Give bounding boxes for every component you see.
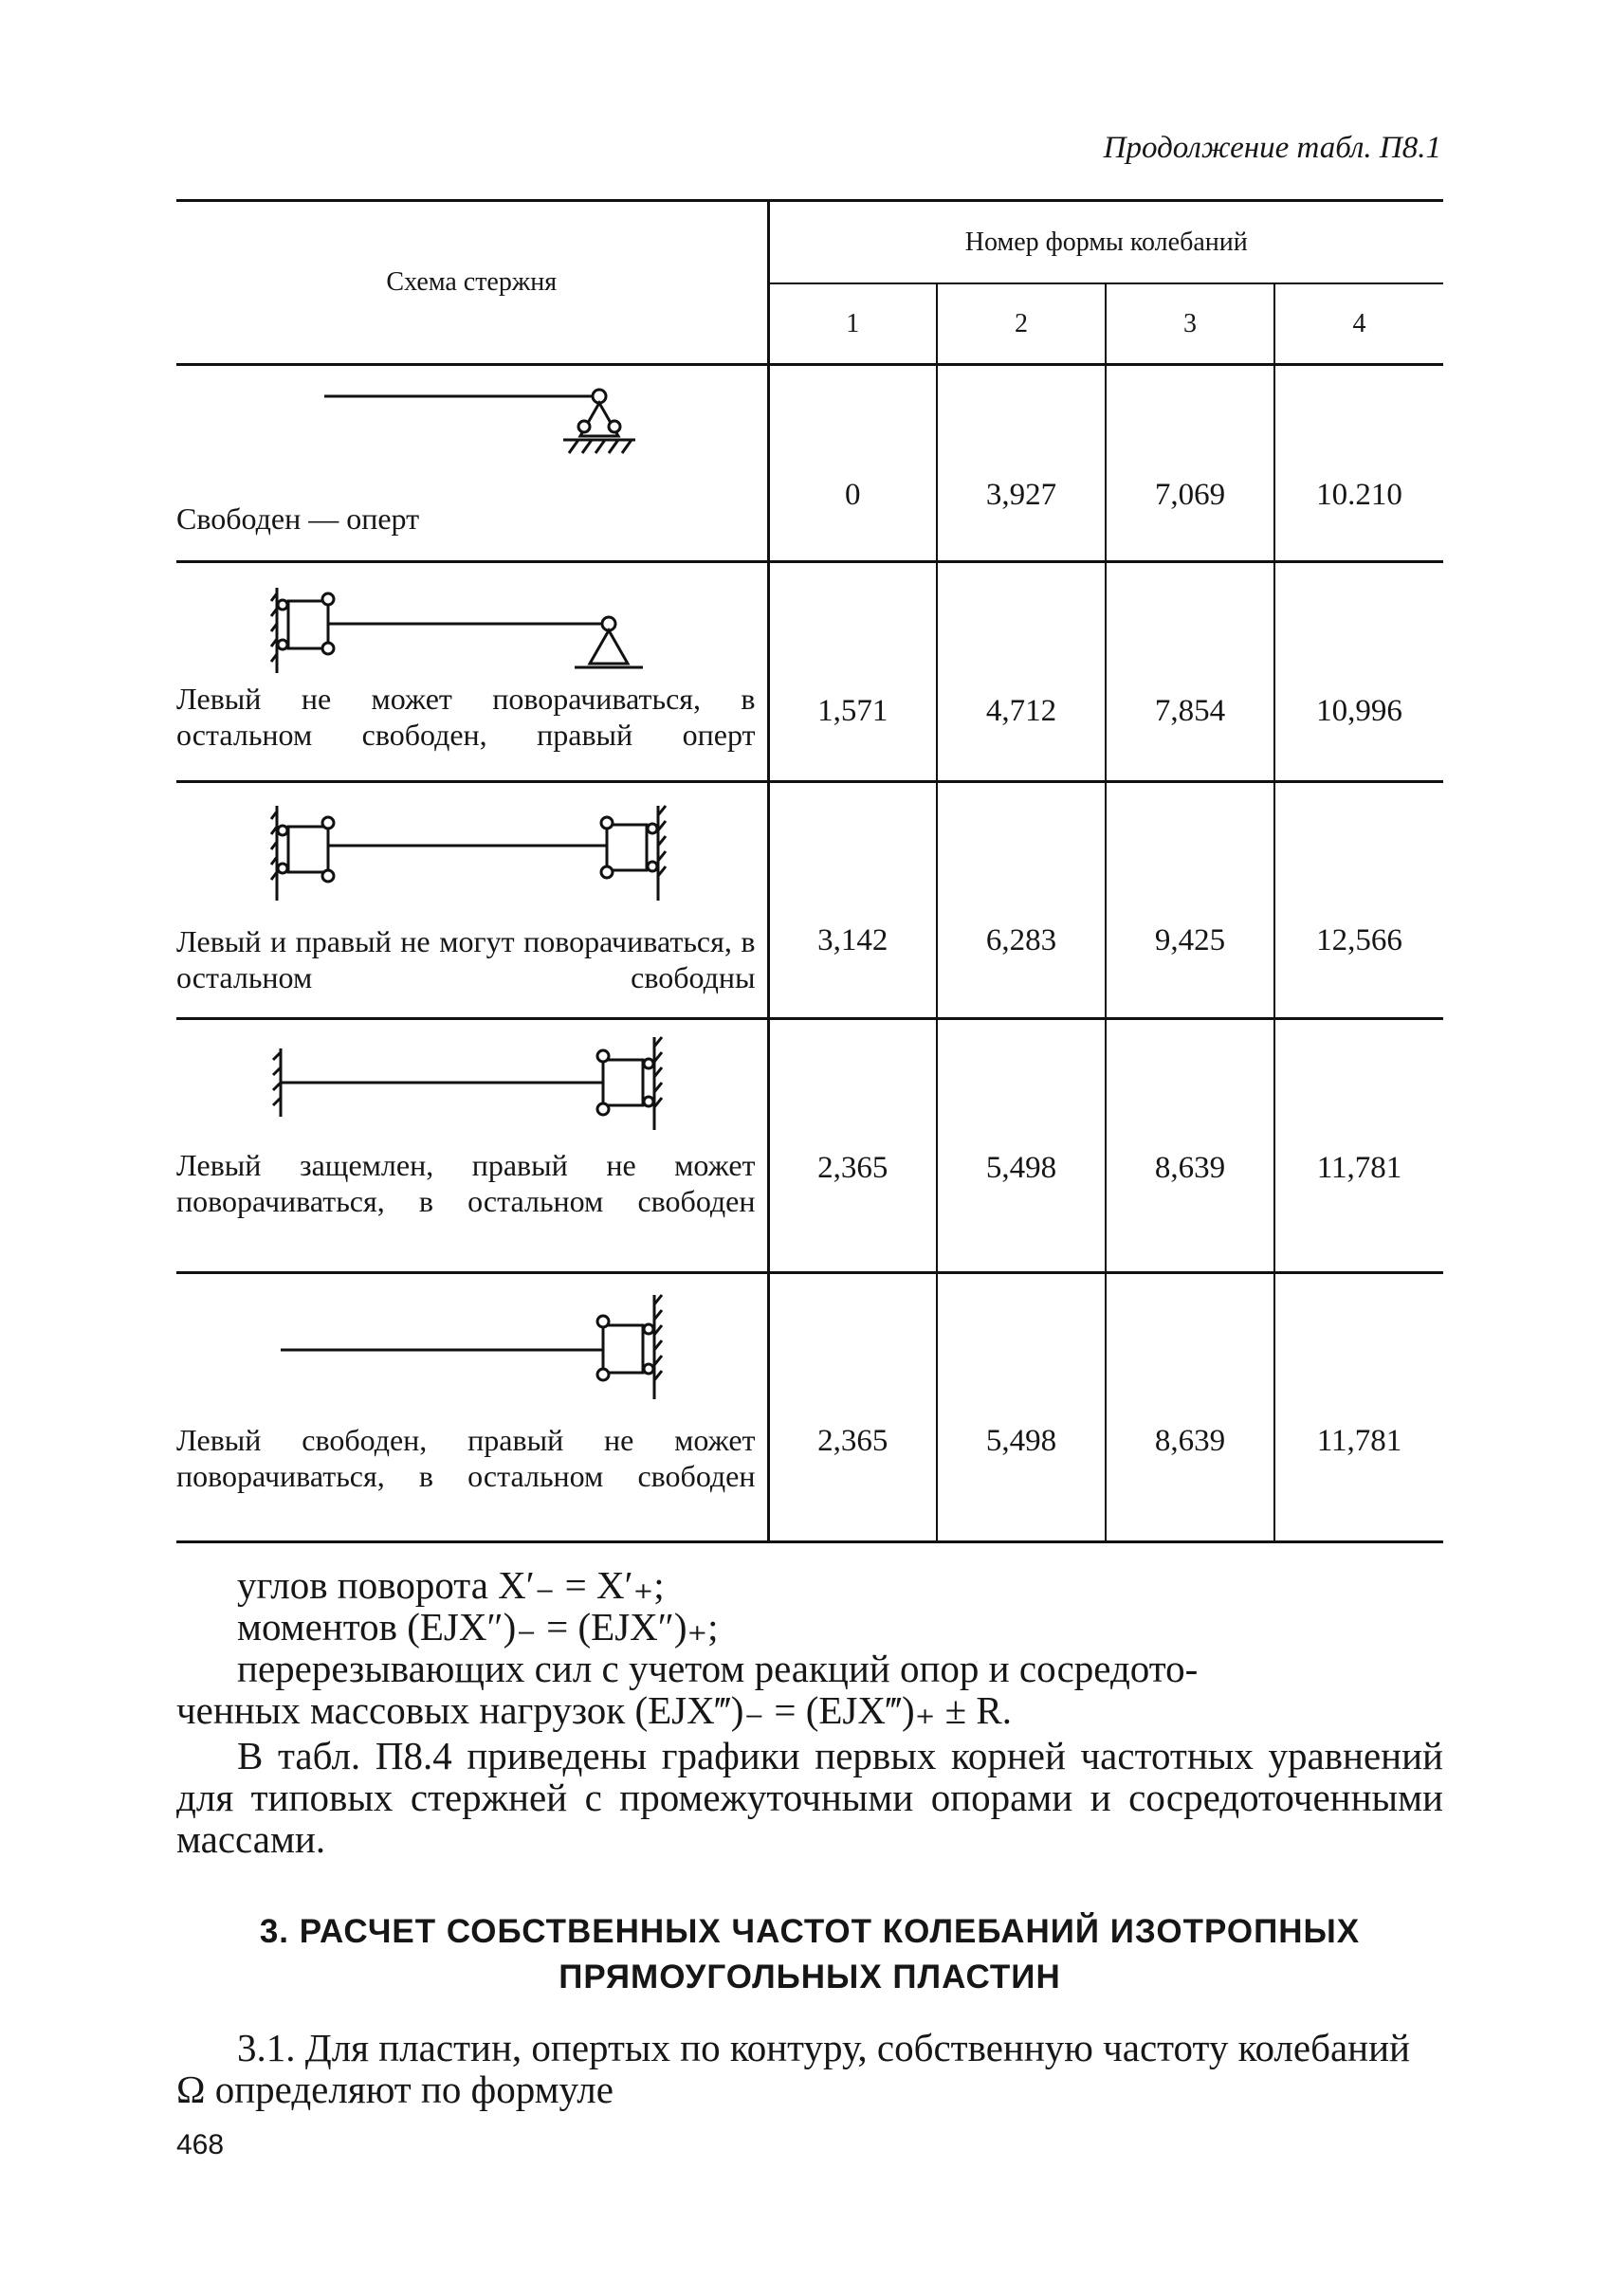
row-description: Свободен — оперт — [176, 501, 420, 536]
row-description: Левый и правый не могут поворачиваться, в остальном свободны — [176, 924, 756, 994]
row-description: Левый не может поворачиваться, в остальном свободен, правый оперт — [176, 682, 756, 752]
mode-number-1: 1 — [768, 283, 937, 365]
value-cell: 11,781 — [1274, 1019, 1443, 1273]
scheme-header: Схема стержня — [176, 201, 768, 365]
table-row — [176, 782, 1443, 1019]
section-heading: 3. РАСЧЕТ СОБСТВЕННЫХ ЧАСТОТ КОЛЕБАНИЙ ИЗОТРОПНЫХ ПРЯМОУГОЛЬНЫХ ПЛАСТИН — [259, 1913, 1361, 1995]
value-cell: 6,283 — [937, 782, 1106, 1019]
value-cell: 7,854 — [1106, 562, 1274, 782]
value-cell: 8,639 — [1106, 1019, 1274, 1273]
value-cell: 5,498 — [937, 1019, 1106, 1273]
value-cell: 5,498 — [937, 1273, 1106, 1542]
natural-frequency-table — [176, 199, 1443, 1543]
table-row — [176, 1273, 1443, 1542]
value-cell: 0 — [768, 365, 937, 562]
value-cell: 10,996 — [1274, 562, 1443, 782]
table-caption: Продолжение табл. П8.1 — [1103, 131, 1441, 165]
mode-group-header: Номер формы колебаний — [768, 201, 1443, 284]
value-cell: 12,566 — [1274, 782, 1443, 1019]
mode-number-4: 4 — [1274, 283, 1443, 365]
condition-shear-forces-cont: ченных массовых нагрузок (EJX‴)₋ = (EJX‴)₊ ± R. — [176, 1688, 1012, 1732]
table-row — [176, 1019, 1443, 1273]
row-description — [176, 1422, 767, 1494]
row-description-text: Левый свободен, правый не может поворачиваться, в остальном свободен — [176, 1423, 756, 1493]
beam-free-guided-diagram — [176, 1287, 768, 1405]
paragraph-plate-frequency: 3.1. Для пластин, опертых по контуру, собственную частоту колебаний Ω определяют по формуле — [176, 2026, 1410, 2111]
page-number: 468 — [176, 2129, 225, 2160]
value-cell: 1,571 — [768, 562, 937, 782]
condition-moments: моментов (EJX″)₋ = (EJX″)₊; — [237, 1605, 719, 1649]
value-cell: 9,425 — [1106, 782, 1274, 1019]
beam-clamped-guided-diagram — [176, 1031, 768, 1134]
value-cell: 10.210 — [1274, 365, 1443, 562]
value-cell: 2,365 — [768, 1019, 937, 1273]
beam-guided-guided-diagram — [176, 796, 768, 906]
value-cell: 4,712 — [937, 562, 1106, 782]
value-cell: 2,365 — [768, 1273, 937, 1542]
condition-shear-forces: перерезывающих сил с учетом реакций опор и сосредото- — [237, 1647, 1199, 1690]
beam-guided-pinned-diagram — [176, 573, 768, 679]
table-row — [176, 365, 1443, 562]
row-description — [176, 1147, 767, 1219]
beam-free-pinned-diagram — [176, 377, 768, 495]
mode-number-2: 2 — [937, 283, 1106, 365]
row-description-text: Левый защемлен, правый не может поворачиваться, в остальном свободен — [176, 1148, 756, 1218]
value-cell: 7,069 — [1106, 365, 1274, 562]
mode-number-3: 3 — [1106, 283, 1274, 365]
value-cell: 3,142 — [768, 782, 937, 1019]
paragraph-table-reference: В табл. П8.4 приведены графики первых корней частотных уравнений для типовых стержней с промежуточными опорами и сосредоточенными массами. — [176, 1734, 1443, 1861]
table-row — [176, 562, 1443, 782]
condition-rotation-angles: углов поворота X′₋ = X′₊; — [237, 1563, 665, 1607]
value-cell: 8,639 — [1106, 1273, 1274, 1542]
value-cell: 11,781 — [1274, 1273, 1443, 1542]
value-cell: 3,927 — [937, 365, 1106, 562]
